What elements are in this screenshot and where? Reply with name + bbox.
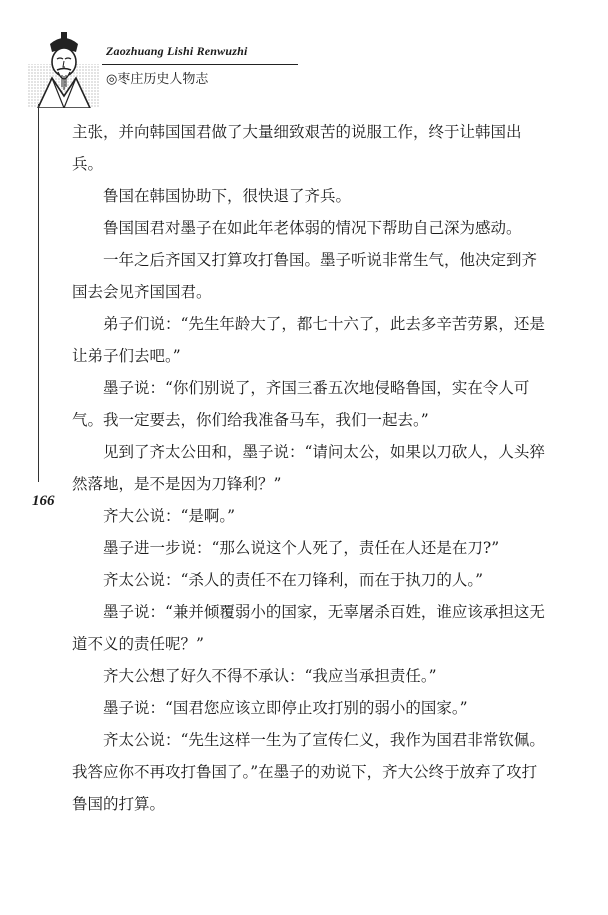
- paragraph: 墨子说：“兼并倾覆弱小的国家，无辜屠杀百姓，谁应该承担这无道不义的责任呢？”: [72, 603, 545, 653]
- paragraph: 鲁国国君对墨子在如此年老体弱的情况下帮助自己深为感动。: [103, 219, 522, 237]
- running-header: [28, 30, 288, 108]
- paragraph: 齐大公想了好久不得不承认：“我应当承担责任。”: [103, 667, 437, 685]
- paragraph: 墨子说：“国君您应该立即停止攻打别的弱小的国家。”: [103, 699, 468, 717]
- paragraph: 墨子说：“你们别说了，齐国三番五次地侵略鲁国，实在令人可气。我一定要去，你们给我准备马车，我们一起去。”: [72, 379, 530, 429]
- paragraph: 弟子们说：“先生年龄大了，都七十六了，此去多辛苦劳累，还是让弟子们去吧。”: [72, 315, 545, 365]
- header-chinese-title: ◎枣庄历史人物志: [106, 72, 209, 87]
- header-rule: [102, 64, 298, 65]
- paragraph: 齐太公说：“杀人的责任不在刀锋利，而在于执刀的人。”: [103, 571, 484, 589]
- paragraph: 齐大公说：“是啊。”: [103, 507, 236, 525]
- paragraph: 主张，并向韩国国君做了大量细致艰苦的说服工作，终于让韩国出兵。: [72, 123, 522, 173]
- paragraph: 一年之后齐国又打算攻打鲁国。墨子听说非常生气，他决定到齐国去会见齐国国君。: [72, 251, 538, 301]
- header-latin-title: Zaozhuang Lishi Renwuzhi: [106, 44, 248, 58]
- paragraph: 齐太公说：“先生这样一生为了宣传仁义，我作为国君非常钦佩。我答应你不再攻打鲁国了。”在墨子的劝说下，齐大公终于放弃了攻打鲁国的打算。: [72, 731, 545, 813]
- page-number: 166: [32, 493, 55, 509]
- margin-rule: [38, 104, 39, 482]
- body-text: [72, 116, 552, 820]
- paragraph: 鲁国在韩国协助下，很快退了齐兵。: [103, 187, 352, 205]
- paragraph: 见到了齐太公田和，墨子说：“请问太公，如果以刀砍人，人头猝然落地，是不是因为刀锋利？”: [72, 443, 545, 493]
- paragraph: 墨子进一步说：“那么说这个人死了，责任在人还是在刀?”: [103, 539, 500, 557]
- scholar-portrait-icon: [28, 30, 100, 108]
